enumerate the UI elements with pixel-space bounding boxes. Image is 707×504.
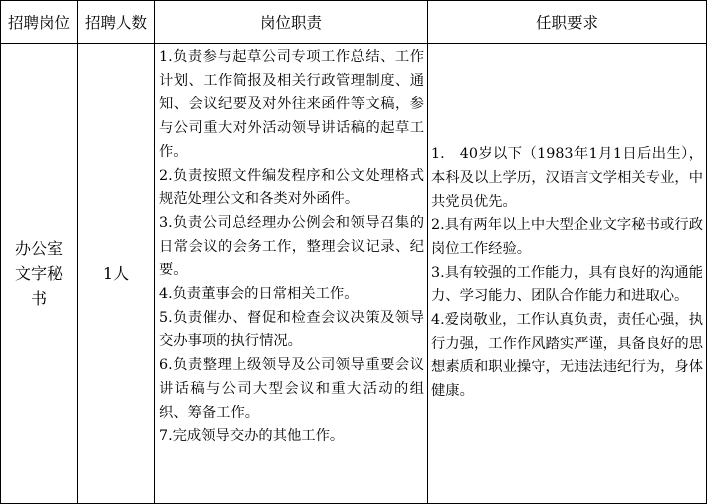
position-title: 办公室文字秘书 (14, 239, 63, 308)
table-row (1, 44, 707, 504)
duty-item: 6.负责整理上级领导及公司领导重要会议讲话稿与公司大型会议和重大活动的组织、筹备工作。 (159, 357, 424, 421)
duty-item: 5.负责催办、督促和检查会议决策及领导交办事项的执行情况。 (159, 309, 424, 350)
duty-item: 4.负责董事会的日常相关工作。 (159, 286, 359, 303)
duty-item: 2.负责按照文件编发程序和公文处理格式规范处理公文和各类对外函件。 (159, 167, 424, 208)
duty-item: 7.完成领导交办的其他工作。 (159, 428, 345, 445)
duties-cell (155, 44, 428, 504)
header-position: 招聘岗位 (1, 1, 78, 44)
header-count: 招聘人数 (78, 1, 155, 44)
header-requirements: 任职要求 (428, 1, 707, 44)
headcount: 1人 (102, 264, 130, 283)
header-row (1, 1, 707, 44)
header-duties: 岗位职责 (155, 1, 428, 44)
requirement-item: 3.具有较强的工作能力，具有良好的沟通能力、学习能力、团队合作能力和进取心。 (431, 264, 703, 305)
count-cell (78, 44, 155, 504)
requirement-item: 2.具有两年以上中大型企业文字秘书或行政岗位工作经验。 (431, 217, 703, 257)
duty-item: 3.负责公司总经理办公例会和领导召集的日常会议的会务工作，整理会议记录、纪要。 (159, 214, 424, 279)
requirement-item: 4.爱岗敬业，工作认真负责，责任心强，执行力强，工作作风踏实严谨，具备良好的思想素质和职业操守，无违法违纪行为，身体健康。 (431, 312, 703, 400)
requirement-item: 1. 40岁以下（1983年1月1日后出生），本科及以上学历，汉语言文学相关专业，中共党员优先。 (431, 146, 703, 210)
position-cell (1, 44, 78, 504)
requirements-cell (428, 44, 707, 504)
duty-item: 1.负责参与起草公司专项工作总结、工作计划、工作简报及相关行政管理制度、通知、会议纪要及对外往来函件等文稿，参与公司重大对外活动领导讲话稿的起草工作。 (159, 49, 424, 160)
